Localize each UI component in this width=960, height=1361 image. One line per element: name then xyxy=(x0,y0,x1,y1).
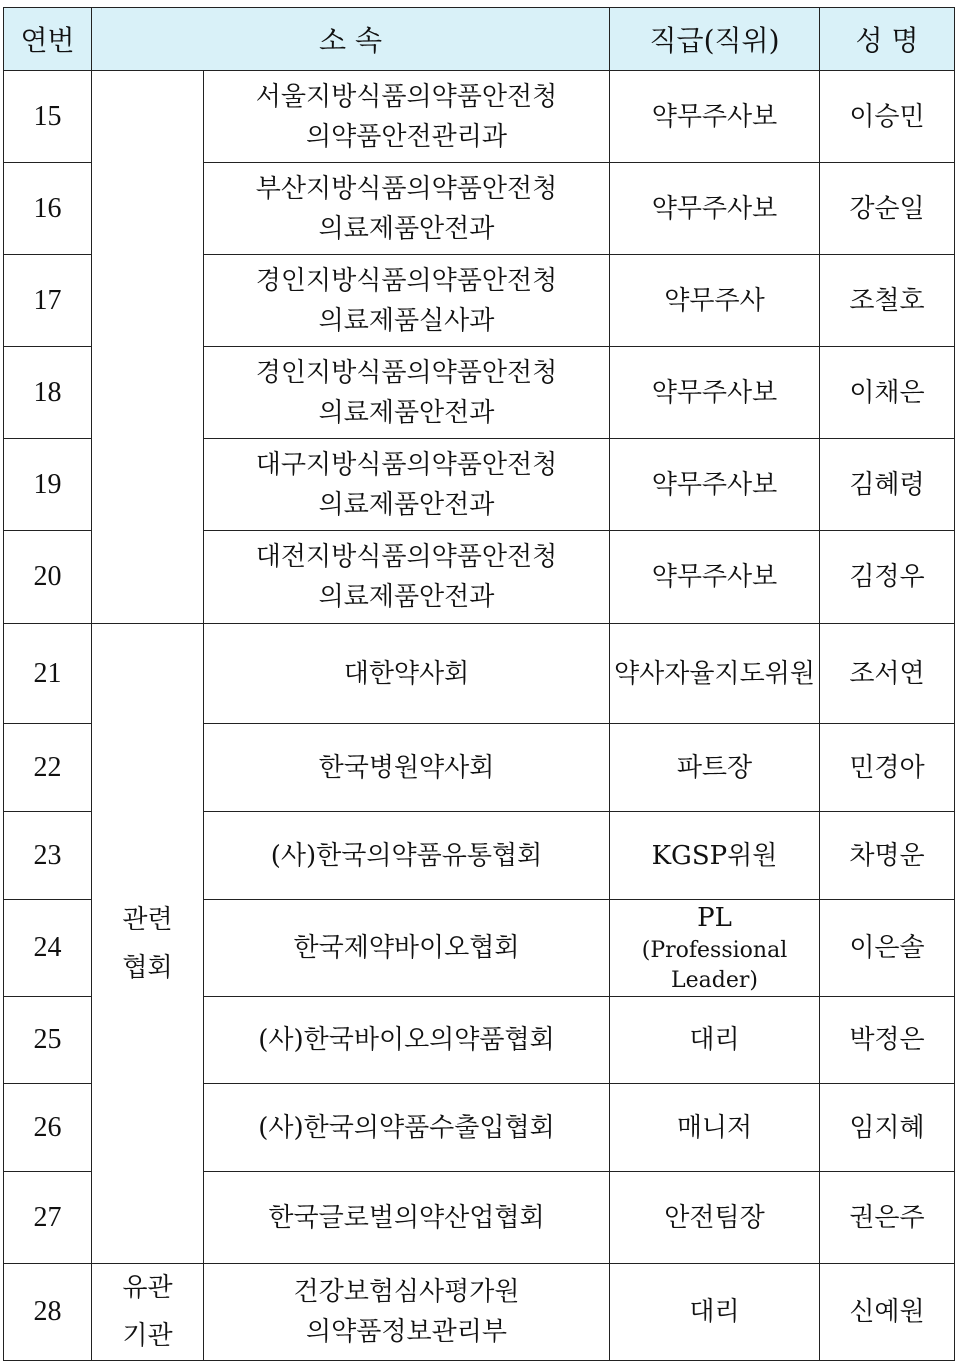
row-no: 24 xyxy=(4,900,92,997)
row-name: 김혜령 xyxy=(820,439,955,531)
row-position: 약무주사보 xyxy=(610,71,820,163)
row-no: 20 xyxy=(4,531,92,624)
row-position: 약무주사보 xyxy=(610,347,820,439)
row-name: 신예원 xyxy=(820,1264,955,1361)
row-org: 한국병원약사회 xyxy=(204,724,610,812)
row-position: 약무주사보 xyxy=(610,439,820,531)
row-org: 부산지방식품의약품안전청 의료제품안전과 xyxy=(204,163,610,255)
row-no: 22 xyxy=(4,724,92,812)
row-org: 경인지방식품의약품안전청 의료제품안전과 xyxy=(204,347,610,439)
header-row xyxy=(4,8,955,71)
personnel-table xyxy=(3,7,955,1361)
row-position: 파트장 xyxy=(610,724,820,812)
row-name: 김정우 xyxy=(820,531,955,624)
row-org: 한국제약바이오협회 xyxy=(204,900,610,997)
row-org: 대한약사회 xyxy=(204,624,610,724)
row-name: 민경아 xyxy=(820,724,955,812)
table-row xyxy=(4,1264,955,1361)
row-name: 차명운 xyxy=(820,812,955,900)
row-no: 15 xyxy=(4,71,92,163)
row-position: 대리 xyxy=(610,1264,820,1361)
row-position: 안전팀장 xyxy=(610,1172,820,1264)
row-org: 한국글로벌의약산업협회 xyxy=(204,1172,610,1264)
row-no: 17 xyxy=(4,255,92,347)
row-org: (사)한국의약품유통협회 xyxy=(204,812,610,900)
header-affiliation: 소 속 xyxy=(92,8,610,71)
row-name: 이채은 xyxy=(820,347,955,439)
table-row xyxy=(4,71,955,163)
row-position: KGSP위원 xyxy=(610,812,820,900)
row-name: 이은솔 xyxy=(820,900,955,997)
header-no: 연번 xyxy=(4,8,92,71)
row-name: 박정은 xyxy=(820,997,955,1084)
row-org: 대구지방식품의약품안전청 의료제품안전과 xyxy=(204,439,610,531)
row-position: 약무주사보 xyxy=(610,163,820,255)
row-org: (사)한국바이오의약품협회 xyxy=(204,997,610,1084)
row-name: 조철호 xyxy=(820,255,955,347)
row-position: 약무주사보 xyxy=(610,531,820,624)
row-org: 건강보험심사평가원 의약품정보관리부 xyxy=(204,1264,610,1361)
header-position: 직급(직위) xyxy=(610,8,820,71)
header-name: 성 명 xyxy=(820,8,955,71)
row-no: 19 xyxy=(4,439,92,531)
row-no: 25 xyxy=(4,997,92,1084)
group-cell-related-assoc: 관련 협회 xyxy=(92,624,204,1264)
group-cell-empty xyxy=(92,71,204,624)
row-no: 18 xyxy=(4,347,92,439)
row-name: 조서연 xyxy=(820,624,955,724)
group-cell-related-agency: 유관 기관 xyxy=(92,1264,204,1361)
row-name: 임지혜 xyxy=(820,1084,955,1172)
row-org: 대전지방식품의약품안전청 의료제품안전과 xyxy=(204,531,610,624)
row-position: 약사자율지도위원 xyxy=(610,624,820,724)
row-org: 서울지방식품의약품안전청 의약품안전관리과 xyxy=(204,71,610,163)
row-position: 매니저 xyxy=(610,1084,820,1172)
row-no: 23 xyxy=(4,812,92,900)
row-no: 28 xyxy=(4,1264,92,1361)
row-position: 대리 xyxy=(610,997,820,1084)
row-no: 27 xyxy=(4,1172,92,1264)
row-name: 권은주 xyxy=(820,1172,955,1264)
row-position: PL (Professional Leader) xyxy=(610,900,820,997)
table-row xyxy=(4,624,955,724)
row-no: 16 xyxy=(4,163,92,255)
row-no: 26 xyxy=(4,1084,92,1172)
row-name: 이승민 xyxy=(820,71,955,163)
row-org: (사)한국의약품수출입협회 xyxy=(204,1084,610,1172)
row-org: 경인지방식품의약품안전청 의료제품실사과 xyxy=(204,255,610,347)
row-position: 약무주사 xyxy=(610,255,820,347)
row-no: 21 xyxy=(4,624,92,724)
row-name: 강순일 xyxy=(820,163,955,255)
